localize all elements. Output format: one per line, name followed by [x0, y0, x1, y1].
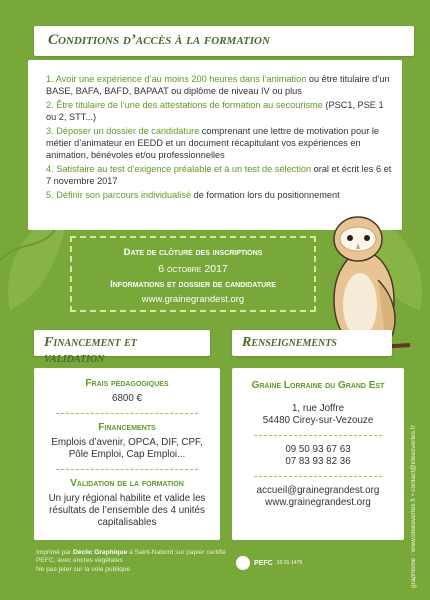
renseignements-title: Renseignements: [232, 330, 392, 356]
list-item: 2. Être titulaire de l’une des attestations de formation au secourisme (PSC1, PSE 1 ou 2, STT...): [46, 100, 384, 122]
pefc-tree-icon: [236, 556, 250, 570]
page-title: Conditions d’accès à la formation: [34, 26, 414, 56]
frais-label: Frais pédagogiques: [85, 378, 169, 389]
website-link[interactable]: www.grainegrandest.org: [141, 294, 245, 305]
frais-value: 6800 €: [112, 393, 142, 404]
financement-card: [34, 368, 220, 540]
info-label: Informations et dossier de candidature: [110, 279, 276, 290]
closing-label: Date de clôture des inscriptions: [123, 247, 263, 258]
renseignements-card: [232, 368, 404, 540]
financements-label: Financements: [98, 422, 156, 433]
website-link[interactable]: www.grainegrandest.org: [265, 497, 371, 508]
pefc-logo: PEFC 10-31-1476: [236, 556, 302, 570]
validation-label: Validation de la formation: [70, 478, 184, 489]
list-item: 4. Satisfaire au test d’exigence préalable et à un test de sélection oral et écrit les 6 et 7 novembre 2017: [46, 164, 392, 186]
divider: [254, 476, 382, 477]
list-item: 1. Avoir une expérience d’au moins 200 heures dans l’animation ou être titulaire d’un BASE, BAFA, BAFD, BAPAAT ou diplôme de niveau IV ou plus: [46, 74, 390, 96]
list-item: 3. Déposer un dossier de candidature comprenant une lettre de motivation pour le métier d’animateur en EEDD et un document récapitulant vos expériences en animation, bénévoles et/ou professionnelles: [46, 126, 380, 160]
divider: [56, 413, 198, 414]
list-item: 5. Définir son parcours individualisé de formation lors du positionnement: [46, 190, 340, 201]
phone-number[interactable]: 09 50 93 67 63: [285, 444, 351, 455]
financements-text: Emplois d’avenir, OPCA, DIF, CPF, Pôle Emploi, Cap Emploi...: [51, 437, 203, 460]
financement-title: Financement et validation: [34, 330, 210, 356]
closing-date: 6 octobre 2017: [158, 263, 228, 275]
address-line: 54480 Cirey-sur-Vezouze: [262, 415, 374, 426]
phone-number[interactable]: 07 83 93 82 36: [285, 456, 351, 467]
org-name: Graine Lorraine du Grand Est: [251, 380, 385, 391]
address-line: 1, rue Joffre: [291, 403, 345, 414]
conditions-list: [46, 74, 394, 205]
email-link[interactable]: accueil@grainegrandest.org: [256, 485, 380, 496]
dates-panel: [70, 236, 316, 312]
divider: [254, 435, 382, 436]
side-credit: graphisme : www.ideesvertes.fr • contact@ideesvertes.fr: [410, 425, 417, 588]
divider: [56, 469, 198, 470]
footer-note: Imprimé par Déclic Graphique à Saint-Nabord sur papier certifié PEFC, avec encres végétales Ne pas jeter sur la voie publique: [36, 549, 226, 573]
validation-text: Un jury régional habilite et valide les résultats de l’ensemble des 4 unités capitalisables: [48, 493, 206, 528]
